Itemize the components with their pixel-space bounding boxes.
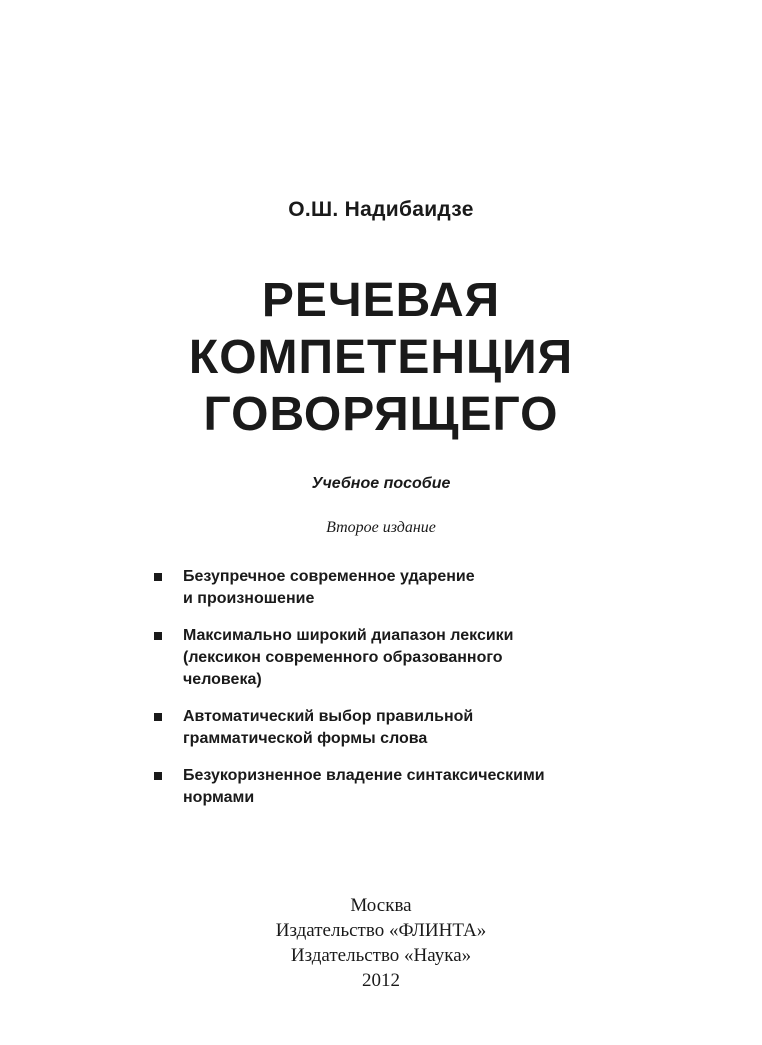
edition-note: Второе издание [326, 519, 436, 536]
feature-text-line: Безупречное современное ударение [183, 568, 475, 585]
feature-text-line: человека) [183, 671, 262, 688]
feature-item [152, 625, 632, 691]
imprint-year: 2012 [362, 970, 400, 991]
book-title-line-1: РЕЧЕВАЯ [261, 274, 501, 327]
feature-text-line: Автоматический выбор правильной [183, 708, 474, 725]
feature-item [152, 566, 632, 610]
feature-item [152, 765, 632, 809]
imprint-publisher: Издательство «ФЛИНТА» [275, 920, 487, 941]
feature-text-line: и произношение [183, 590, 315, 607]
feature-text-line: (лексикон современного образованного [183, 649, 503, 666]
book-title-line-3: ГОВОРЯЩЕГО [203, 388, 559, 441]
feature-text-line: Максимально широкий диапазон лексики [183, 627, 514, 644]
book-title-line-2: КОМПЕТЕНЦИЯ [188, 331, 574, 384]
feature-item [152, 706, 632, 750]
author-name: О.Ш. Надибаидзе [288, 198, 474, 221]
square-bullet-icon [154, 573, 162, 581]
feature-text-line: Безукоризненное владение синтаксическими [183, 767, 545, 784]
feature-text-line: грамматической формы слова [183, 730, 428, 747]
imprint-publisher: Издательство «Наука» [290, 945, 472, 966]
publisher-imprint [0, 893, 762, 993]
feature-list [152, 566, 632, 824]
imprint-city: Москва [350, 895, 412, 916]
book-subtitle: Учебное пособие [311, 475, 451, 492]
square-bullet-icon [154, 713, 162, 721]
square-bullet-icon [154, 772, 162, 780]
feature-text-line: нормами [183, 789, 255, 806]
square-bullet-icon [154, 632, 162, 640]
book-title [0, 272, 762, 443]
